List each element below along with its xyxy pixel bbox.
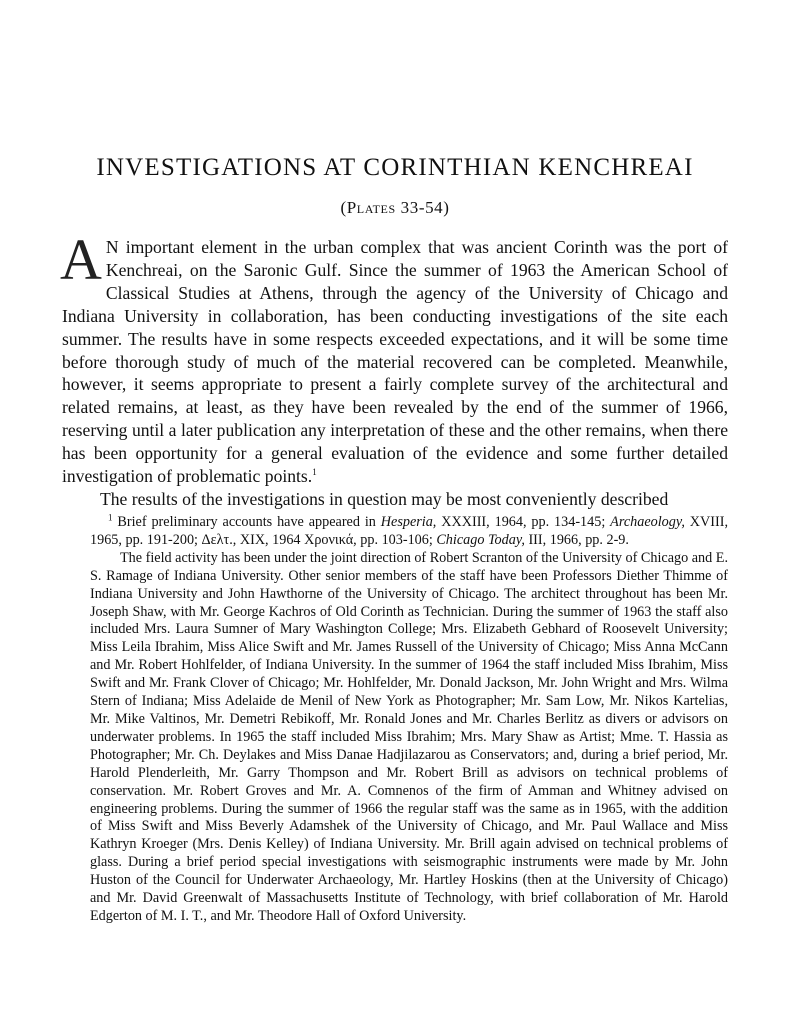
plates-label: Plates <box>346 198 396 217</box>
footnote-reference: 1 <box>312 467 317 478</box>
footnote-text: III, 1966, pp. 2-9. <box>524 531 629 548</box>
second-paragraph: The results of the investigations in question may be most conveniently described <box>100 488 669 509</box>
footnote-marker: 1 <box>108 512 113 523</box>
footnotes <box>90 514 728 926</box>
journal-title: Hesperia, <box>380 514 437 530</box>
plates-reference <box>62 198 728 218</box>
body-text <box>60 227 728 511</box>
plates-close-paren: ) <box>443 198 450 217</box>
document-page <box>62 0 728 1024</box>
footnote-1-continuation: The field activity has been under the joint direction of Robert Scranton of the University of Chicago and E. S. Ramage of Indiana University. Other senior members of the staff have been Professors Diether Thimme of Indiana University and John Hawthorne of the University of Chicago. The architect throughout has been Mr. Joseph Shaw, with Mr. George Kachros of Old Corinth as Technician. During the summer of 1963 the staff also included Mrs. Laura Sumner of Mary Washington College; Mrs. Elizabeth Gebhard of Roosevelt University; Miss Leila Ibrahim, Miss Alice Swift and Mr. James Russell of the University of Chicago; Miss Anna McCann and Mr. Robert Hohlfelder, of Indiana University. In the summer of 1964 the staff included Miss Ibrahim, Miss Swift and Mr. Frank Clover of Chicago; Mr. Hohlfelder, Mr. Donald Jackson, Mr. John Wright and Mrs. Wilma Stern of Indiana; Miss Adelaide de Menil of New York as Photographer; Mr. Sam Low, Mr. Nikos Kartelias, Mr. Mike Valtinos, Mr. Demetri Rebikoff, Mr. Ronald Jones and Mr. Charles Berlitz as divers or advisors on underwater problems. In 1965 the staff included Miss Ibrahim; Mrs. Mary Shaw as Artist; Mme. T. Hassia as Photographer; Mr. Ch. Deylakes and Miss Danae Hadjilazarou as Conservators; and, during a brief period, Mr. Harold Plenderleith, Mr. Garry Thompson and Mr. Robert Brill as advisors on technical problems of conservation. Mr. Robert Groves and Mr. A. Comnenos of the firm of Amman and Whitney advised on engineering problems. During the summer of 1966 the regular staff was the same as in 1965, with the addition of Miss Swift and Miss Beverly Adamshek of the University of Chicago, and Mr. Paul Wallace and Miss Kathryn Kroeger (Mrs. Denis Kelley) of Indiana University. Mr. Brill again advised on technical problems of glass. During a brief period special investigations with seismographic instruments were made by Mr. John Huston of the Council for Underwater Archaeology, Mr. Hartley Hoskins (then at the University of Chicago) and Mr. David Greenwalt of Massachusetts Institute of Technology, with brief collaboration of Mr. Harold Edgerton of M. I. T., and Mr. Theodore Hall of Oxford University. <box>90 549 728 924</box>
greek-journal-title: Χρονικά, <box>304 531 357 548</box>
journal-title: Chicago Today, <box>436 531 525 548</box>
intro-paragraph-text: N important element in the urban complex that was ancient Corinth was the port of Kenchreai, on the Saronic Gulf. Since the summer of 1963 the American School of Classical Studies at Athens, through the agency of the University of Chicago and Indiana University in collaboration, has been conducting investigations of the site each summer. The results have in some respects exceeded expectations, and it will be some time before thorough study of much of the material recovered can be completed. Meanwhile, however, it seems appropriate to present a fairly complete survey of the architectural and related remains, at least, as they have been revealed by the end of the summer of 1966, reserving until a later publication any interpretation of these and the other remains, when there has been opportunity for a general evaluation of the evidence and some further detailed investigation of problematic points. <box>62 237 728 487</box>
footnote-text: pp. 103-106; <box>356 531 437 548</box>
plates-open-paren: ( <box>340 198 347 217</box>
footnote-text: XVIII, 1965, pp. 191-200; <box>90 514 729 548</box>
footnote-text: Brief preliminary accounts have appeared in <box>117 514 381 530</box>
footnote-text: XIX, 1964 <box>236 531 305 548</box>
drop-cap: A <box>60 227 102 292</box>
plates-range: 33-54 <box>400 198 444 217</box>
footnote-1 <box>90 514 728 550</box>
intro-paragraph <box>60 227 728 488</box>
journal-title: Archaeology, <box>610 514 685 530</box>
article-title: INVESTIGATIONS AT CORINTHIAN KENCHREAI <box>96 154 694 181</box>
greek-journal-title: Δελτ., <box>201 531 237 548</box>
footnote-text: XXXIII, 1964, pp. 134-145; <box>436 514 611 530</box>
